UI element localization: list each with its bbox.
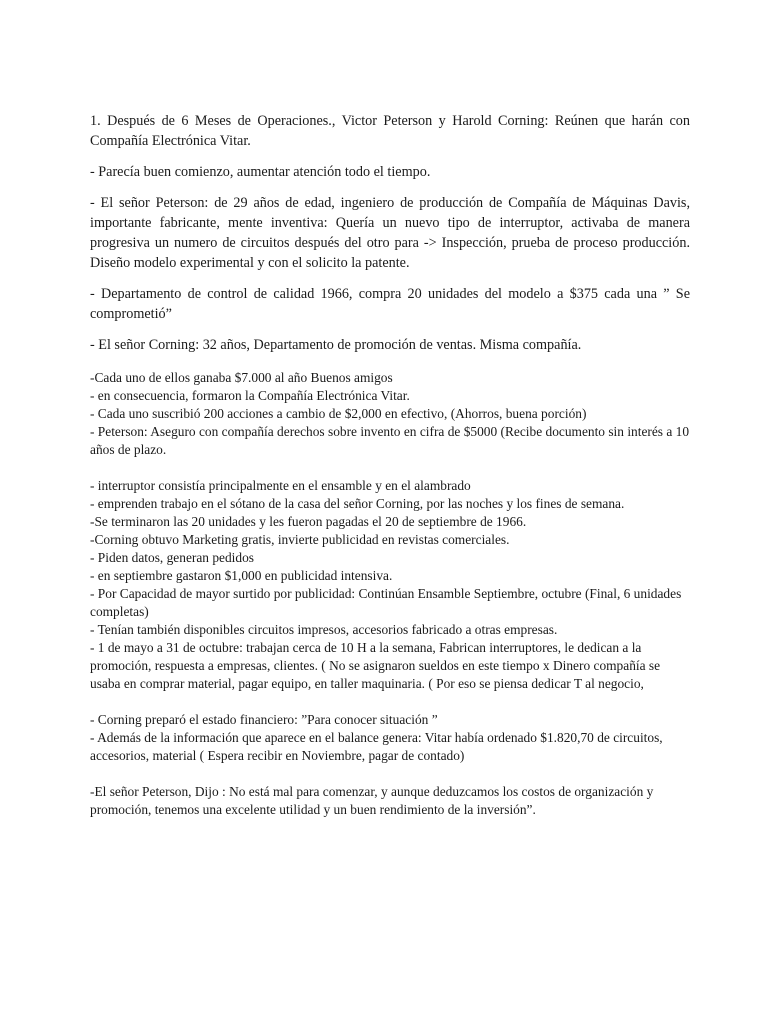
line-salary: -Cada uno de ellos ganaba $7.000 al año Buenos amigos <box>90 370 393 385</box>
line-circuits-available: - Tenían también disponibles circuitos impresos, accesorios fabricado a otras empresas. <box>90 622 558 637</box>
line-peterson-conclusion: -El señor Peterson, Dijo : No está mal para comenzar, y aunque deduzcamos los costos de organización y promoción, tenemos una excelente utilidad y un buen rendimiento de la inversión”. <box>90 784 654 817</box>
line-formed-company: - en consecuencia, formaron la Compañía Electrónica Vitar. <box>90 388 410 403</box>
line-assembly: - Por Capacidad de mayor surtido por publicidad: Continúan Ensamble Septiembre, octubre (Final, 6 unidades completas) <box>90 586 682 619</box>
line-advertising-spend: - en septiembre gastaron $1,000 en publicidad intensiva. <box>90 568 393 583</box>
paragraph-corning: - El señor Corning: 32 años, Departamento de promoción de ventas. Misma compañía. <box>90 337 582 353</box>
line-interruptor: - interruptor consistía principalmente en el ensamble y en el alambrado <box>90 478 471 493</box>
document-page <box>90 111 690 819</box>
line-work-schedule: - 1 de mayo a 31 de octubre: trabajan cerca de 10 H a la semana, Fabrican interruptores, le dedican a la promoción, respuesta a empresas, clientes. ( No se asignaron sueldos en este tiempo x Dinero compañía se usaba en comprar material, pagar equipo, en taller maquinaria. ( Por eso se piensa dedicar T al negocio, <box>90 640 661 691</box>
paragraph-intro: 1. Después de 6 Meses de Operaciones., Victor Peterson y Harold Corning: Reúnen que harán con Compañía Electrónica Vitar. <box>90 113 690 149</box>
line-orders: - Piden datos, generan pedidos <box>90 550 254 565</box>
line-financial-statement: - Corning preparó el estado financiero: ”Para conocer situación ” <box>90 712 438 727</box>
line-units-finished: -Se terminaron las 20 unidades y les fueron pagadas el 20 de septiembre de 1966. <box>90 514 527 529</box>
line-marketing: -Corning obtuvo Marketing gratis, invierte publicidad en revistas comerciales. <box>90 532 510 547</box>
paragraph-peterson: - El señor Peterson: de 29 años de edad, ingeniero de producción de Compañía de Máquinas Davis, importante fabricante, mente inventiva: Quería un nuevo tipo de interruptor, activaba de manera progresiva un numero de circuitos después del otro para -> Inspección, prueba de proceso producción. Diseño modelo experimental y con el solicito la patente. <box>90 195 690 271</box>
line-shares: - Cada uno suscribió 200 acciones a cambio de $2,000 en efectivo, (Ahorros, buena porción) <box>90 406 587 421</box>
paragraph-quality-control: - Departamento de control de calidad 1966, compra 20 unidades del modelo a $375 cada una ” Se comprometió” <box>90 286 690 322</box>
paragraph-good-start: - Parecía buen comienzo, aumentar atención todo el tiempo. <box>90 164 431 180</box>
line-basement-work: - emprenden trabajo en el sótano de la casa del señor Corning, por las noches y los fines de semana. <box>90 496 625 511</box>
line-balance-info: - Además de la información que aparece en el balance genera: Vitar había ordenado $1.820,70 de circuitos, accesorios, material ( Espera recibir en Noviembre, pagar de contado) <box>90 730 663 763</box>
line-peterson-rights: - Peterson: Aseguro con compañía derechos sobre invento en cifra de $5000 (Recibe documento sin interés a 10 años de plazo. <box>90 424 690 457</box>
